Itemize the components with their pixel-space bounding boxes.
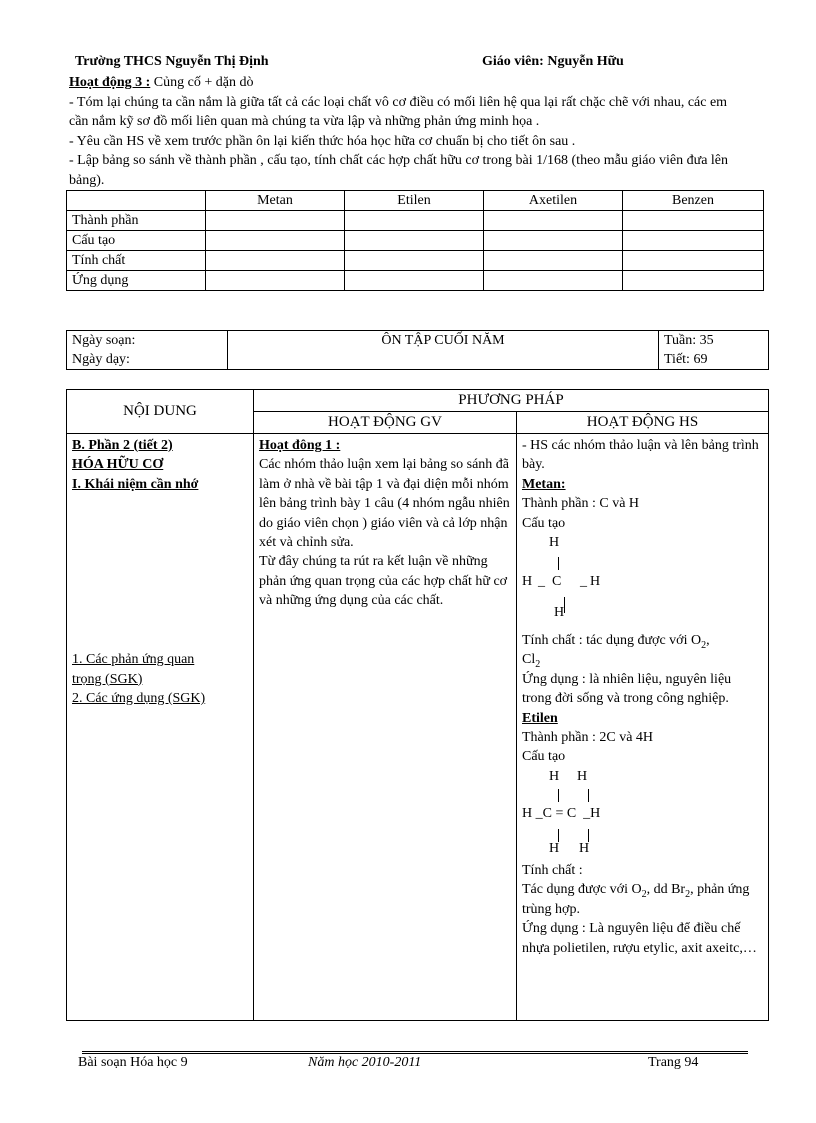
activity3-para3: - Lập bảng so sánh về thành phần , cấu tạo, tính chất các hợp chất hữu cơ trong bài 1/168 (theo mẫu giáo viên đưa lên bảng). xyxy=(69,153,729,188)
tuan: Tuần: 35 xyxy=(664,333,714,348)
f-h-left: H xyxy=(522,574,533,590)
footer-page: Trang 94 xyxy=(648,1055,699,1070)
date-cell xyxy=(67,331,228,370)
noi-dung-header: NỘI DUNG xyxy=(67,390,254,434)
activity3-para2: - Yêu cần HS về xem trước phần ôn lại kiến thức hóa học hữa cơ chuẩn bị cho tiết ôn sau . xyxy=(69,133,576,149)
activity3-block xyxy=(69,73,749,190)
item-reactions-cont: trọng (SGK) xyxy=(72,671,143,687)
table-row xyxy=(67,251,764,271)
item-applications: 2. Các ứng dụng (SGK) xyxy=(72,691,206,707)
etilen-structure-label: Cấu tạo xyxy=(522,749,566,765)
metan-formula: H H _ C _ H H xyxy=(522,533,763,631)
footer-center: Năm học 2010-2011 xyxy=(308,1055,422,1070)
compare-col-empty xyxy=(67,191,206,211)
tiet: Tiết: 69 xyxy=(664,352,708,367)
gv-column xyxy=(254,434,517,1021)
bond-bottom xyxy=(564,597,565,613)
hs-intro: - HS các nhóm thảo luận và lên bảng trình bày. xyxy=(522,438,759,473)
activity3-title-rest: Củng cố + dặn dò xyxy=(150,75,254,90)
compare-header-row xyxy=(67,191,764,211)
lesson-info-table xyxy=(66,330,769,370)
etilen-applications: Ứng dụng : Là nguyên liệu để điều chế nhựa polietilen, rượu etylic, axit axeitc,… xyxy=(522,921,757,956)
metan-properties: Tính chất : tác dụng được với $O_2$, $Cl_2$ xyxy=(522,633,710,671)
phuong-phap-header: PHƯƠNG PHÁP xyxy=(254,390,769,412)
teacher-name: Giáo viên: Nguyễn Hữu xyxy=(482,54,624,69)
row-label: Thành phần xyxy=(67,211,206,231)
etilen-properties: Tác dụng được với $O_2$, dd $Br_2$, phản ứng trùng hợp. xyxy=(522,882,750,917)
hs-column xyxy=(517,434,769,1021)
row-label: Cấu tạo xyxy=(67,231,206,251)
content-column xyxy=(67,434,254,1021)
metan-composition: Thành phần : C và H xyxy=(522,496,640,512)
ngay-day: Ngày dạy: xyxy=(72,352,130,367)
compare-col-etilen: Etilen xyxy=(345,191,484,211)
row-label: Ứng dụng xyxy=(67,271,206,291)
footer-rule xyxy=(82,1051,748,1054)
item-reactions: 1. Các phản ứng quan xyxy=(72,652,195,668)
hd-hs-header: HOẠT ĐỘNG HS xyxy=(517,412,769,434)
activity3-title: Hoạt động 3 : xyxy=(69,75,151,90)
part-title: B. Phần 2 (tiết 2) xyxy=(72,438,173,453)
row-label: Tính chất xyxy=(67,251,206,271)
metan-applications: Ứng dụng : là nhiên liệu, nguyên liệu trong đời sống và trong công nghiệp. xyxy=(522,671,732,707)
gv-para1: Các nhóm thảo luận xem lại bảng so sánh đã làm ở nhà về bài tập 1 và đại diện mỗi nhóm lên bảng trình bày 1 câu (4 nhóm ngẫu nhiên do giáo viên chọn ) giáo viên và cả lớp nhận xét và chỉnh sửa. xyxy=(259,457,510,551)
etilen-composition: Thành phần : 2C và 4H xyxy=(522,730,654,746)
ngay-soan: Ngày soạn: xyxy=(72,333,136,348)
week-cell xyxy=(659,331,769,370)
table-row xyxy=(67,271,764,291)
f-h-top: H xyxy=(549,535,560,551)
footer-left: Bài soạn Hóa học 9 xyxy=(78,1055,188,1070)
activity3-heading xyxy=(69,73,749,93)
etilen-formula: H H H _C = C _H H H xyxy=(522,768,601,856)
table-row xyxy=(67,211,764,231)
compare-col-metan: Metan xyxy=(206,191,345,211)
metan-title: Metan: xyxy=(522,476,566,492)
main-table xyxy=(66,389,769,1021)
metan-structure-label: Cấu tạo xyxy=(522,515,566,531)
hd-gv-header: HOẠT ĐỘNG GV xyxy=(254,412,517,434)
compare-col-benzen: Benzen xyxy=(623,191,764,211)
activity3-para1: - Tóm lại chúng ta cần nắm là giữa tất cả các loại chất vô cơ điều có mối liên hệ qua lại rất chặc chẽ với nhau, các em cần nắm kỹ sơ đồ mối liên quan mà chúng ta vừa lập và những phản ứng minh họa . xyxy=(69,94,728,129)
etilen-title: Etilen xyxy=(522,710,558,726)
compare-col-axetilen: Axetilen xyxy=(484,191,623,211)
section-title: I. Khái niệm cần nhớ xyxy=(72,476,199,492)
bond-top xyxy=(558,557,559,570)
school-name: Trường THCS Nguyễn Thị Định xyxy=(75,54,269,69)
topic-title: HÓA HỮU CƠ xyxy=(72,457,164,473)
f-c: C xyxy=(552,574,562,590)
etilen-formula-line: H _C = C _H xyxy=(522,805,601,821)
lesson-title: ÔN TẬP CUỐI NĂM xyxy=(228,331,659,370)
etilen-properties-label: Tính chất : xyxy=(522,862,583,878)
f-h-bottom: H xyxy=(554,605,565,621)
gv-para2: Từ đây chúng ta rút ra kết luận về những phản ứng quan trọng của các hợp chất hữ cơ và những ứng dụng của các chất. xyxy=(259,554,508,609)
f-h-right: H xyxy=(590,574,601,590)
table-row xyxy=(67,231,764,251)
gv-activity-title: Hoạt đông 1 : xyxy=(259,438,341,453)
compare-table xyxy=(66,190,764,291)
